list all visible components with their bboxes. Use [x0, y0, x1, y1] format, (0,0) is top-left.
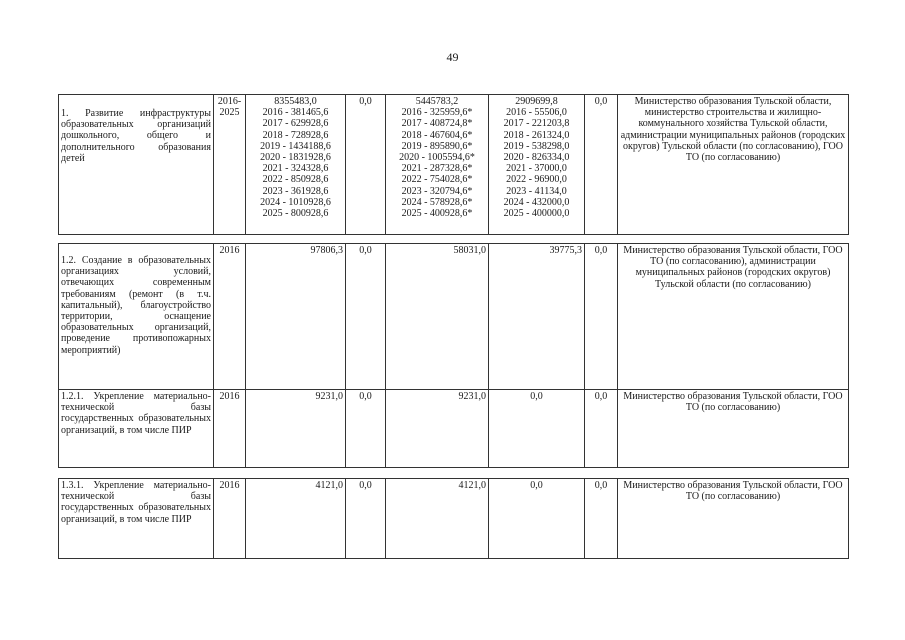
cell-year-value: 2024 - 1010928,6: [260, 196, 331, 208]
row-regional: 58031,0: [386, 244, 489, 390]
row-federal: 0,0: [346, 244, 386, 390]
row-other: 0,0: [585, 390, 618, 468]
row-period: 2016: [214, 244, 246, 390]
row-period: 2016: [214, 479, 246, 559]
cell-year-value: 2018 - 467604,6*: [401, 129, 473, 141]
cell-total-value: 5445783,2: [415, 96, 459, 107]
row-total: [246, 95, 346, 235]
cell-year-value: 2016 - 325959,6*: [401, 107, 473, 119]
row-total: 97806,3: [246, 244, 346, 390]
cell-year-value: 2023 - 361928,6: [262, 185, 329, 197]
cell-year-value: 2024 - 578928,6*: [401, 196, 473, 208]
row-municipal: 0,0: [489, 479, 585, 559]
table-row: [59, 244, 849, 390]
cell-year-value: 2018 - 261324,0: [503, 129, 570, 141]
row-responsible: Министерство образования Тульской области, ГОО ТО (по согласованию): [618, 390, 849, 468]
cell-year-value: 2021 - 37000,0: [506, 163, 567, 175]
table-block-1: [58, 94, 849, 235]
cell-year-value: 2020 - 1005594,6*: [399, 152, 475, 164]
cell-year-value: 2025 - 400000,0: [503, 208, 570, 220]
cell-year-value: 2024 - 432000,0: [503, 196, 570, 208]
cell-year-value: 2023 - 320794,6*: [401, 185, 473, 197]
row-municipal: 0,0: [489, 390, 585, 468]
row-other: 0,0: [585, 244, 618, 390]
row-period: 2016-2025: [214, 95, 246, 235]
cell-year-value: 2022 - 754028,6*: [401, 174, 473, 186]
table-row: [59, 479, 849, 559]
row-total: 4121,0: [246, 479, 346, 559]
cell-year-value: 2017 - 629928,6: [262, 118, 329, 130]
row-federal: 0,0: [346, 479, 386, 559]
cell-year-value: 2019 - 538298,0: [503, 140, 570, 152]
cell-year-value: 2023 - 41134,0: [506, 185, 567, 197]
cell-year-value: 2019 - 1434188,6: [260, 140, 331, 152]
cell-year-value: 2020 - 1831928,6: [260, 152, 331, 164]
row-other: 0,0: [585, 479, 618, 559]
cell-year-value: 2022 - 96900,0: [506, 174, 567, 186]
table-row: [59, 390, 849, 468]
cell-year-value: 2020 - 826334,0: [503, 152, 570, 164]
row-responsible: Министерство образования Тульской области, ГОО ТО (по согласованию), администрации муниципальных районов (городских округов) Тульской области (по согласованию): [618, 244, 849, 390]
cell-year-value: 2025 - 800928,6: [262, 208, 329, 220]
row-other: 0,0: [585, 95, 618, 235]
table-row: [59, 95, 849, 235]
row-federal: 0,0: [346, 95, 386, 235]
row-regional: 4121,0: [386, 479, 489, 559]
row-responsible: Министерство образования Тульской области, ГОО ТО (по согласованию): [618, 479, 849, 559]
cell-year-value: 2025 - 400928,6*: [401, 208, 473, 220]
table-block-2: [58, 243, 849, 468]
row-total: 9231,0: [246, 390, 346, 468]
cell-year-value: 2016 - 55506,0: [506, 107, 567, 119]
table-block-3: [58, 478, 849, 559]
row-municipal: [489, 95, 585, 235]
row-regional: [386, 95, 489, 235]
row-municipal: 39775,3: [489, 244, 585, 390]
cell-year-value: 2017 - 221203,8: [503, 118, 570, 130]
cell-year-value: 2019 - 895890,6*: [401, 140, 473, 152]
row-name: 1.2.1. Укрепление материально-технической базы государственных образовательных организаций, в том числе ПИР: [59, 390, 214, 468]
row-responsible: Министерство образования Тульской области, министерство строительства и жилищно-коммунального хозяйства Тульской области, администрации муниципальных районов (городских округов) Тульской области (по согласованию), ГОО ТО (по согласованию): [618, 95, 849, 235]
cell-year-value: 2021 - 287328,6*: [401, 163, 473, 175]
row-name: 1. Развитие инфраструктуры образовательных организаций дошкольного, общего и дополнительного образования детей: [59, 95, 214, 235]
row-regional: 9231,0: [386, 390, 489, 468]
row-name: 1.2. Создание в образовательных организациях условий, отвечающих современным требованиям (ремонт (в т.ч. капитальный), благоустройство территории, оснащение образовательных организаций, проведение противопожарных мероприятий): [59, 244, 214, 390]
row-period: 2016: [214, 390, 246, 468]
cell-year-value: 2017 - 408724,8*: [401, 118, 473, 130]
cell-year-value: 2016 - 381465,6: [262, 107, 329, 119]
cell-year-value: 2021 - 324328,6: [262, 163, 329, 175]
row-name: 1.3.1. Укрепление материально-технической базы государственных образовательных организаций, в том числе ПИР: [59, 479, 214, 559]
cell-total-value: 8355483,0: [274, 96, 317, 107]
page-number: 49: [446, 50, 459, 64]
cell-total-value: 2909699,8: [515, 96, 558, 107]
cell-year-value: 2018 - 728928,6: [262, 129, 329, 141]
row-federal: 0,0: [346, 390, 386, 468]
cell-year-value: 2022 - 850928,6: [262, 174, 329, 186]
